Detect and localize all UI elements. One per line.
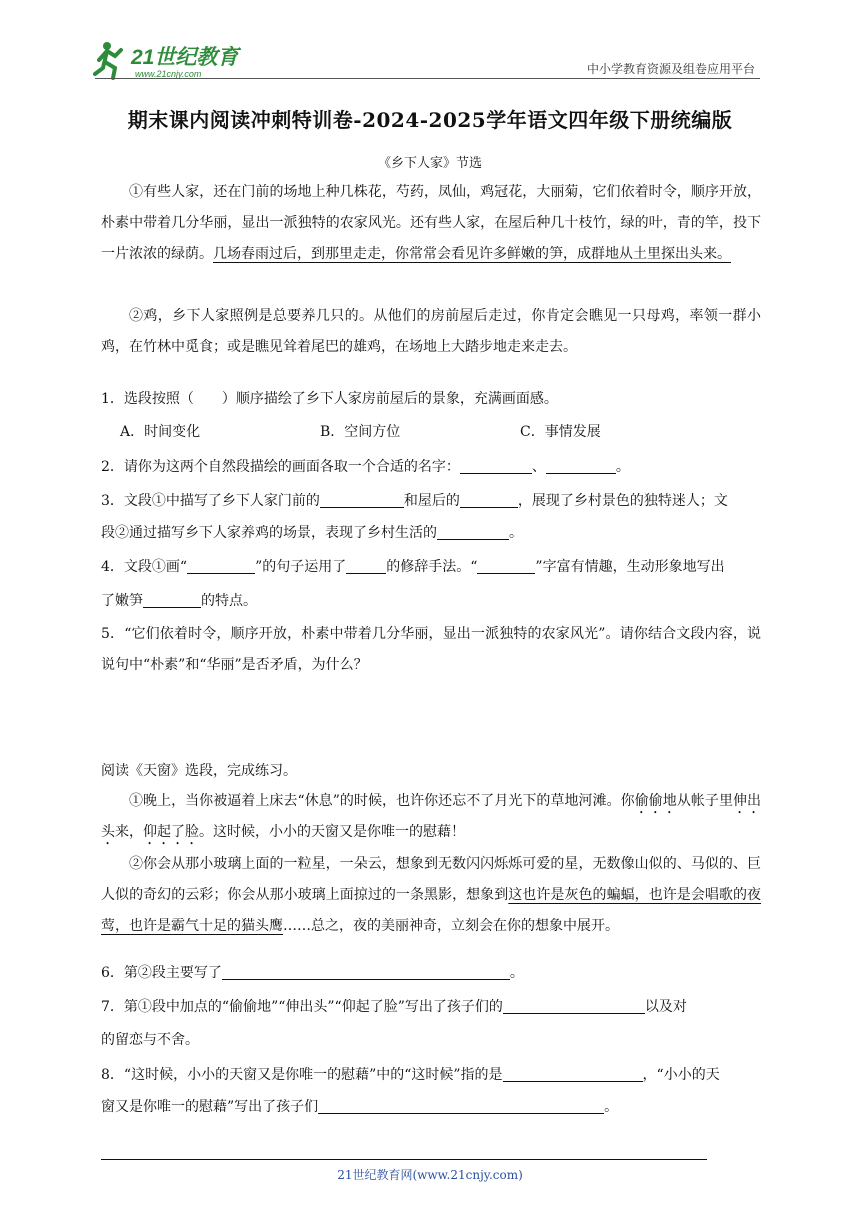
footer-divider [101,1159,707,1160]
answer-blank[interactable] [503,1066,643,1082]
question-6: 6．第②段主要写了 。 [101,965,524,981]
passage2-intro: 阅读《天窗》选段，完成练习。 [101,763,297,779]
question-3-line2: 段②通过描写乡下人家养鸡的场景，表现了乡村生活的 。 [101,525,523,541]
page-title: 期末课内阅读冲刺特训卷-2024-2025学年语文四年级下册统编版 [127,108,733,132]
question-7-line1: 7．第①段中加点的“偷偷地”“伸出头”“仰起了脸”写出了孩子们的 以及对 [101,999,687,1015]
footer-link[interactable]: 21世纪教育网(www.21cnjy.com) [337,1168,523,1182]
dotted-word: 伸出头 [101,793,762,840]
option-a: A．时间变化 [120,424,201,440]
question-5: 5．“它们依着时令，顺序开放，朴素中带着几分华丽，显出一派独特的农家风光”。请你结合文段内容，说说句中“朴素”和“华丽”是否矛盾，为什么？ [101,626,761,673]
answer-blank[interactable] [187,558,255,574]
dotted-word: 仰起了脸 [143,824,199,840]
option-b: B．空间方位 [320,424,401,440]
passage1-text: ①有些人家，还在门前的场地上种几株花，芍药，凤仙，鸡冠花，大丽菊，它们依着时令，顺序开放，朴素中带着几分华丽，显出一派独特的农家风光。还有些人家，在屋后种几十枝竹，绿的叶，青的竿，投下一片浓浓的绿荫。 [101,184,761,262]
answer-blank[interactable] [318,1098,604,1114]
header-divider [95,78,760,79]
logo-url: www.21cnjy.com [135,69,202,79]
question-3-line1: 3．文段①中描写了乡下人家门前的 和屋后的 ，展现了乡村景色的独特迷人；文 [101,493,728,509]
question-1: 1．选段按照（ ）顺序描绘了乡下人家房前屋后的景象，充满画面感。 [101,391,558,407]
passage2-paragraph2: ②你会从那小玻璃上面的一粒星，一朵云，想象到无数闪闪烁烁可爱的星，无数像山似的、马似的、巨人似的奇幻的云彩；你会从那小玻璃上面掠过的一条黑影，想象到这也许是灰色的蝙蝠，也许是会唱歌的夜莺，也许是霸气十足的猫头鹰……总之，夜的美丽神奇，立刻会在你的想象中展开。 [101,856,762,934]
question-4-line2: 了嫩笋 的特点。 [101,593,257,609]
answer-blank[interactable] [460,492,518,508]
answer-blank[interactable] [460,458,532,474]
option-c: C．事情发展 [520,424,601,440]
answer-blank[interactable] [320,492,404,508]
passage1-paragraph1 [101,177,761,270]
logo-text: 21世纪教育 [131,46,239,69]
answer-blank[interactable] [503,998,645,1014]
header-platform-text: 中小学教育资源及组卷应用平台 [586,62,755,76]
answer-blank[interactable] [222,964,510,980]
dotted-word: 偷偷地 [634,793,677,809]
question-8-line1: 8．“这时候，小小的天窗又是你唯一的慰藉”中的“这时候”指的是 ，“小小的天 [101,1067,720,1083]
answer-blank[interactable] [346,558,386,574]
question-1-options [120,421,601,441]
answer-blank[interactable] [477,558,535,574]
passage1-paragraph2: ②鸡，乡下人家照例是总要养几只的。从他们的房前屋后走过，你肯定会瞧见一只母鸡，率领一群小鸡，在竹林中觅食；或是瞧见耸着尾巴的雄鸡，在场地上大踏步地走来走去。 [101,308,761,355]
question-4-line1: 4．文段①画“ ”的句子运用了 的修辞手法。“ ”字富有情趣，生动形象地写出 [101,559,725,575]
runner-icon [95,42,121,78]
question-2: 2．请你为这两个自然段描绘的画面各取一个合适的名字： 、 。 [101,459,630,475]
passage1-title: 《乡下人家》节选 [377,156,482,171]
passage2-paragraph1: ①晚上，当你被逼着上床去“休息”的时候，也许你还忘不了月光下的草地河滩。你偷偷地从帐子里伸出头来，仰起了脸。这时候，小小的天窗又是你唯一的慰藉！ [101,793,762,840]
question-7-line2: 的留恋与不舍。 [101,1032,199,1048]
answer-blank[interactable] [143,592,201,608]
underlined-sentence: 几场春雨过后，到那里走走，你常常会看见许多鲜嫩的笋，成群地从土里探出头来。 [213,246,731,262]
answer-blank[interactable] [546,458,616,474]
underlined-sentence: 这也许是灰色的蝙蝠，也许是会唱歌的夜莺，也许是霸气十足的猫头鹰 [101,887,762,934]
site-logo [93,38,258,82]
question-8-line2: 窗又是你唯一的慰藉”写出了孩子们 。 [101,1099,619,1115]
answer-blank[interactable] [437,524,509,540]
